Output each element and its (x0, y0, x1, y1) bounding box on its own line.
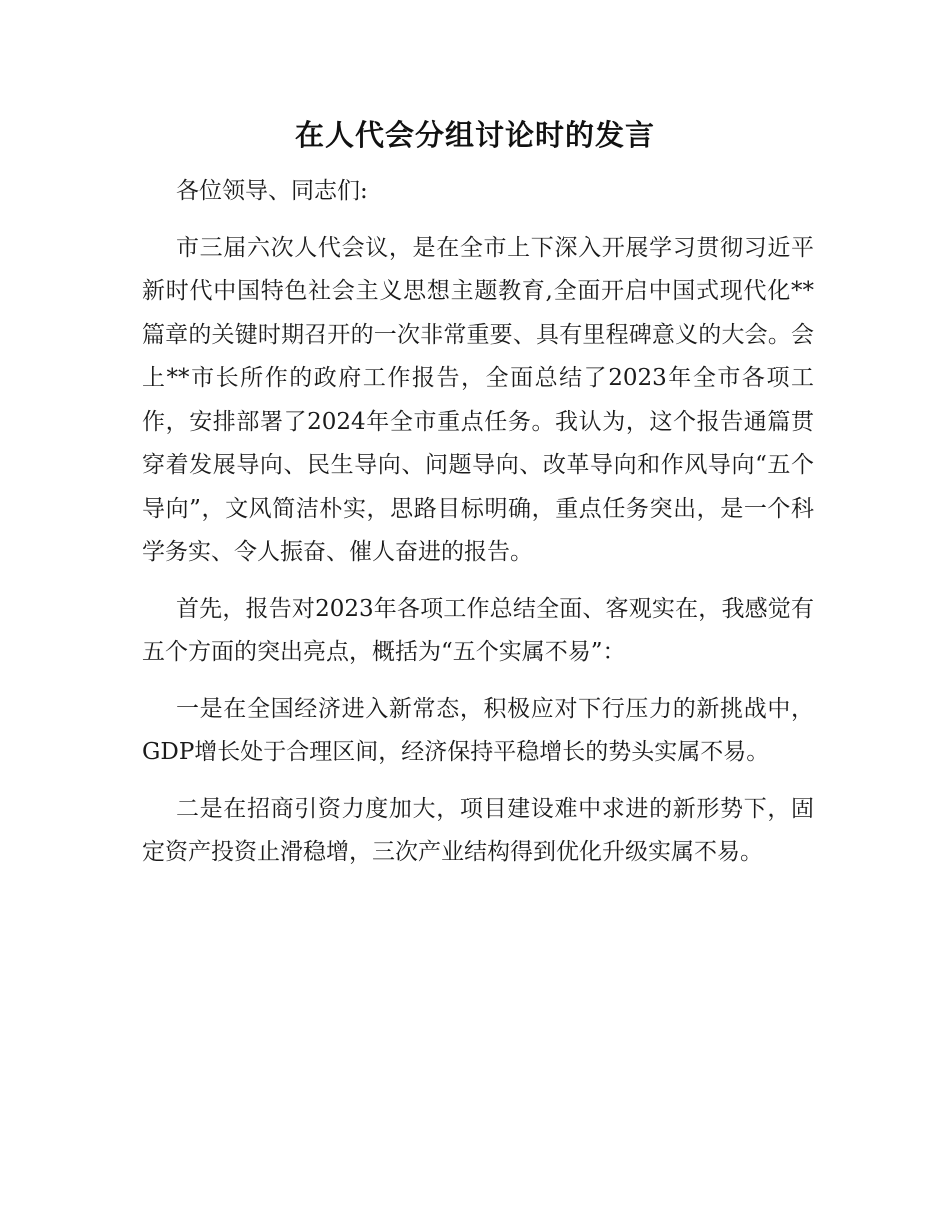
document-body (142, 170, 814, 888)
summary-paragraph: 首先，报告对2023年各项工作总结全面、客观实在，我感觉有五个方面的突出亮点，概括为“五个实属不易”： (142, 595, 814, 665)
point-two-paragraph: 二是在招商引资力度加大，项目建设难中求进的新形势下，固定资产投资止滑稳增，三次产业结构得到优化升级实属不易。 (142, 795, 814, 865)
document-title: 在人代会分组讨论时的发言 (294, 118, 655, 152)
point-one-paragraph: 一是在全国经济进入新常态，积极应对下行压力的新挑战中，GDP增长处于合理区间，经济保持平稳增长的势头实属不易。 (142, 695, 814, 765)
salutation-paragraph: 各位领导、同志们: (176, 178, 368, 204)
intro-paragraph: 市三届六次人代会议，是在全市上下深入开展学习贯彻习近平新时代中国特色社会主义思想主题教育,全面开启中国式现代化**篇章的关键时期召开的一次非常重要、具有里程碑意义的大会。会上**市长所作的政府工作报告，全面总结了2023年全市各项工作，安排部署了2024年全市重点任务。我认为，这个报告通篇贯穿着发展导向、民生导向、问题导向、改革导向和作风导向“五个导向”，文风简洁朴实，思路目标明确，重点任务突出，是一个科学务实、令人振奋、催人奋进的报告。 (142, 234, 814, 565)
